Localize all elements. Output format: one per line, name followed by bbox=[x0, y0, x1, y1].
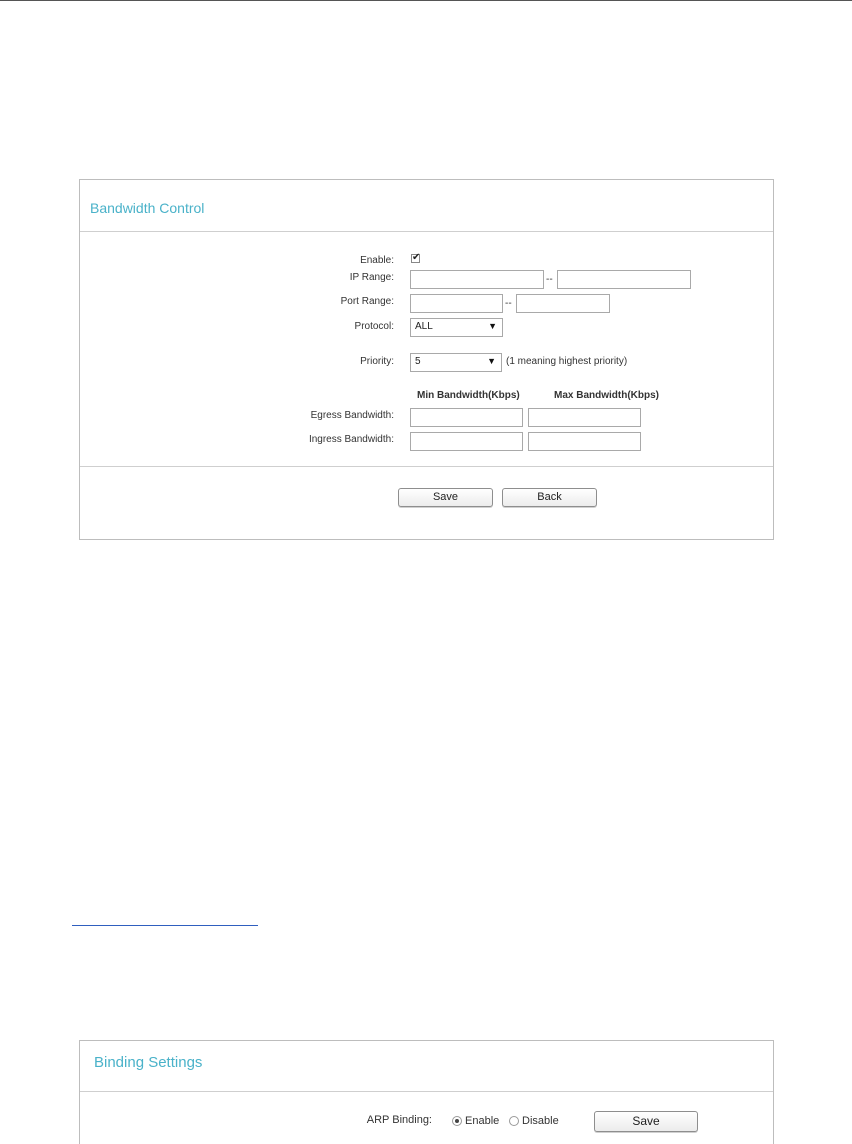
dropdown-arrow-icon: ▼ bbox=[488, 321, 497, 331]
save-button[interactable]: Save bbox=[398, 488, 493, 507]
ip-range-label: IP Range: bbox=[349, 272, 394, 283]
arp-disable-label[interactable]: Disable bbox=[522, 1115, 559, 1127]
bandwidth-control-panel bbox=[79, 179, 774, 540]
protocol-select[interactable] bbox=[410, 318, 503, 337]
ingress-bandwidth-label: Ingress Bandwidth: bbox=[308, 434, 394, 445]
enable-label: Enable: bbox=[360, 255, 394, 266]
priority-label: Priority: bbox=[360, 356, 394, 367]
arp-enable-radio[interactable] bbox=[452, 1116, 462, 1126]
arp-binding-label: ARP Binding: bbox=[366, 1114, 432, 1126]
binding-settings-panel bbox=[79, 1040, 774, 1144]
port-range-end-input[interactable] bbox=[516, 294, 610, 313]
ip-range-end-input[interactable] bbox=[557, 270, 691, 289]
link-underline bbox=[72, 925, 258, 926]
ip-range-separator: -- bbox=[546, 274, 553, 285]
priority-hint: (1 meaning highest priority) bbox=[506, 356, 628, 367]
priority-select[interactable] bbox=[410, 353, 502, 372]
panel-title: Binding Settings bbox=[94, 1054, 203, 1071]
min-bandwidth-header: Min Bandwidth(Kbps) bbox=[417, 390, 520, 401]
title-divider bbox=[80, 1091, 773, 1092]
arp-disable-radio[interactable] bbox=[509, 1116, 519, 1126]
protocol-label: Protocol: bbox=[354, 321, 394, 332]
panel-title: Bandwidth Control bbox=[90, 200, 205, 216]
max-bandwidth-header: Max Bandwidth(Kbps) bbox=[554, 390, 659, 401]
egress-max-input[interactable] bbox=[528, 408, 641, 427]
protocol-selected-value: ALL bbox=[415, 321, 433, 332]
button-divider bbox=[80, 466, 773, 467]
ingress-max-input[interactable] bbox=[528, 432, 641, 451]
title-divider bbox=[80, 231, 773, 232]
port-range-label: Port Range: bbox=[340, 296, 394, 307]
arp-enable-label[interactable]: Enable bbox=[465, 1115, 500, 1127]
egress-min-input[interactable] bbox=[410, 408, 523, 427]
back-button[interactable]: Back bbox=[502, 488, 597, 507]
ingress-min-input[interactable] bbox=[410, 432, 523, 451]
ip-range-start-input[interactable] bbox=[410, 270, 544, 289]
port-range-separator: -- bbox=[505, 298, 512, 309]
save-button[interactable]: Save bbox=[594, 1111, 698, 1132]
top-divider bbox=[0, 0, 852, 1]
dropdown-arrow-icon: ▼ bbox=[487, 356, 496, 366]
egress-bandwidth-label: Egress Bandwidth: bbox=[310, 410, 394, 421]
checkmark-icon: ✔ bbox=[412, 252, 421, 263]
priority-selected-value: 5 bbox=[415, 356, 421, 367]
enable-checkbox[interactable] bbox=[411, 254, 420, 263]
port-range-start-input[interactable] bbox=[410, 294, 503, 313]
